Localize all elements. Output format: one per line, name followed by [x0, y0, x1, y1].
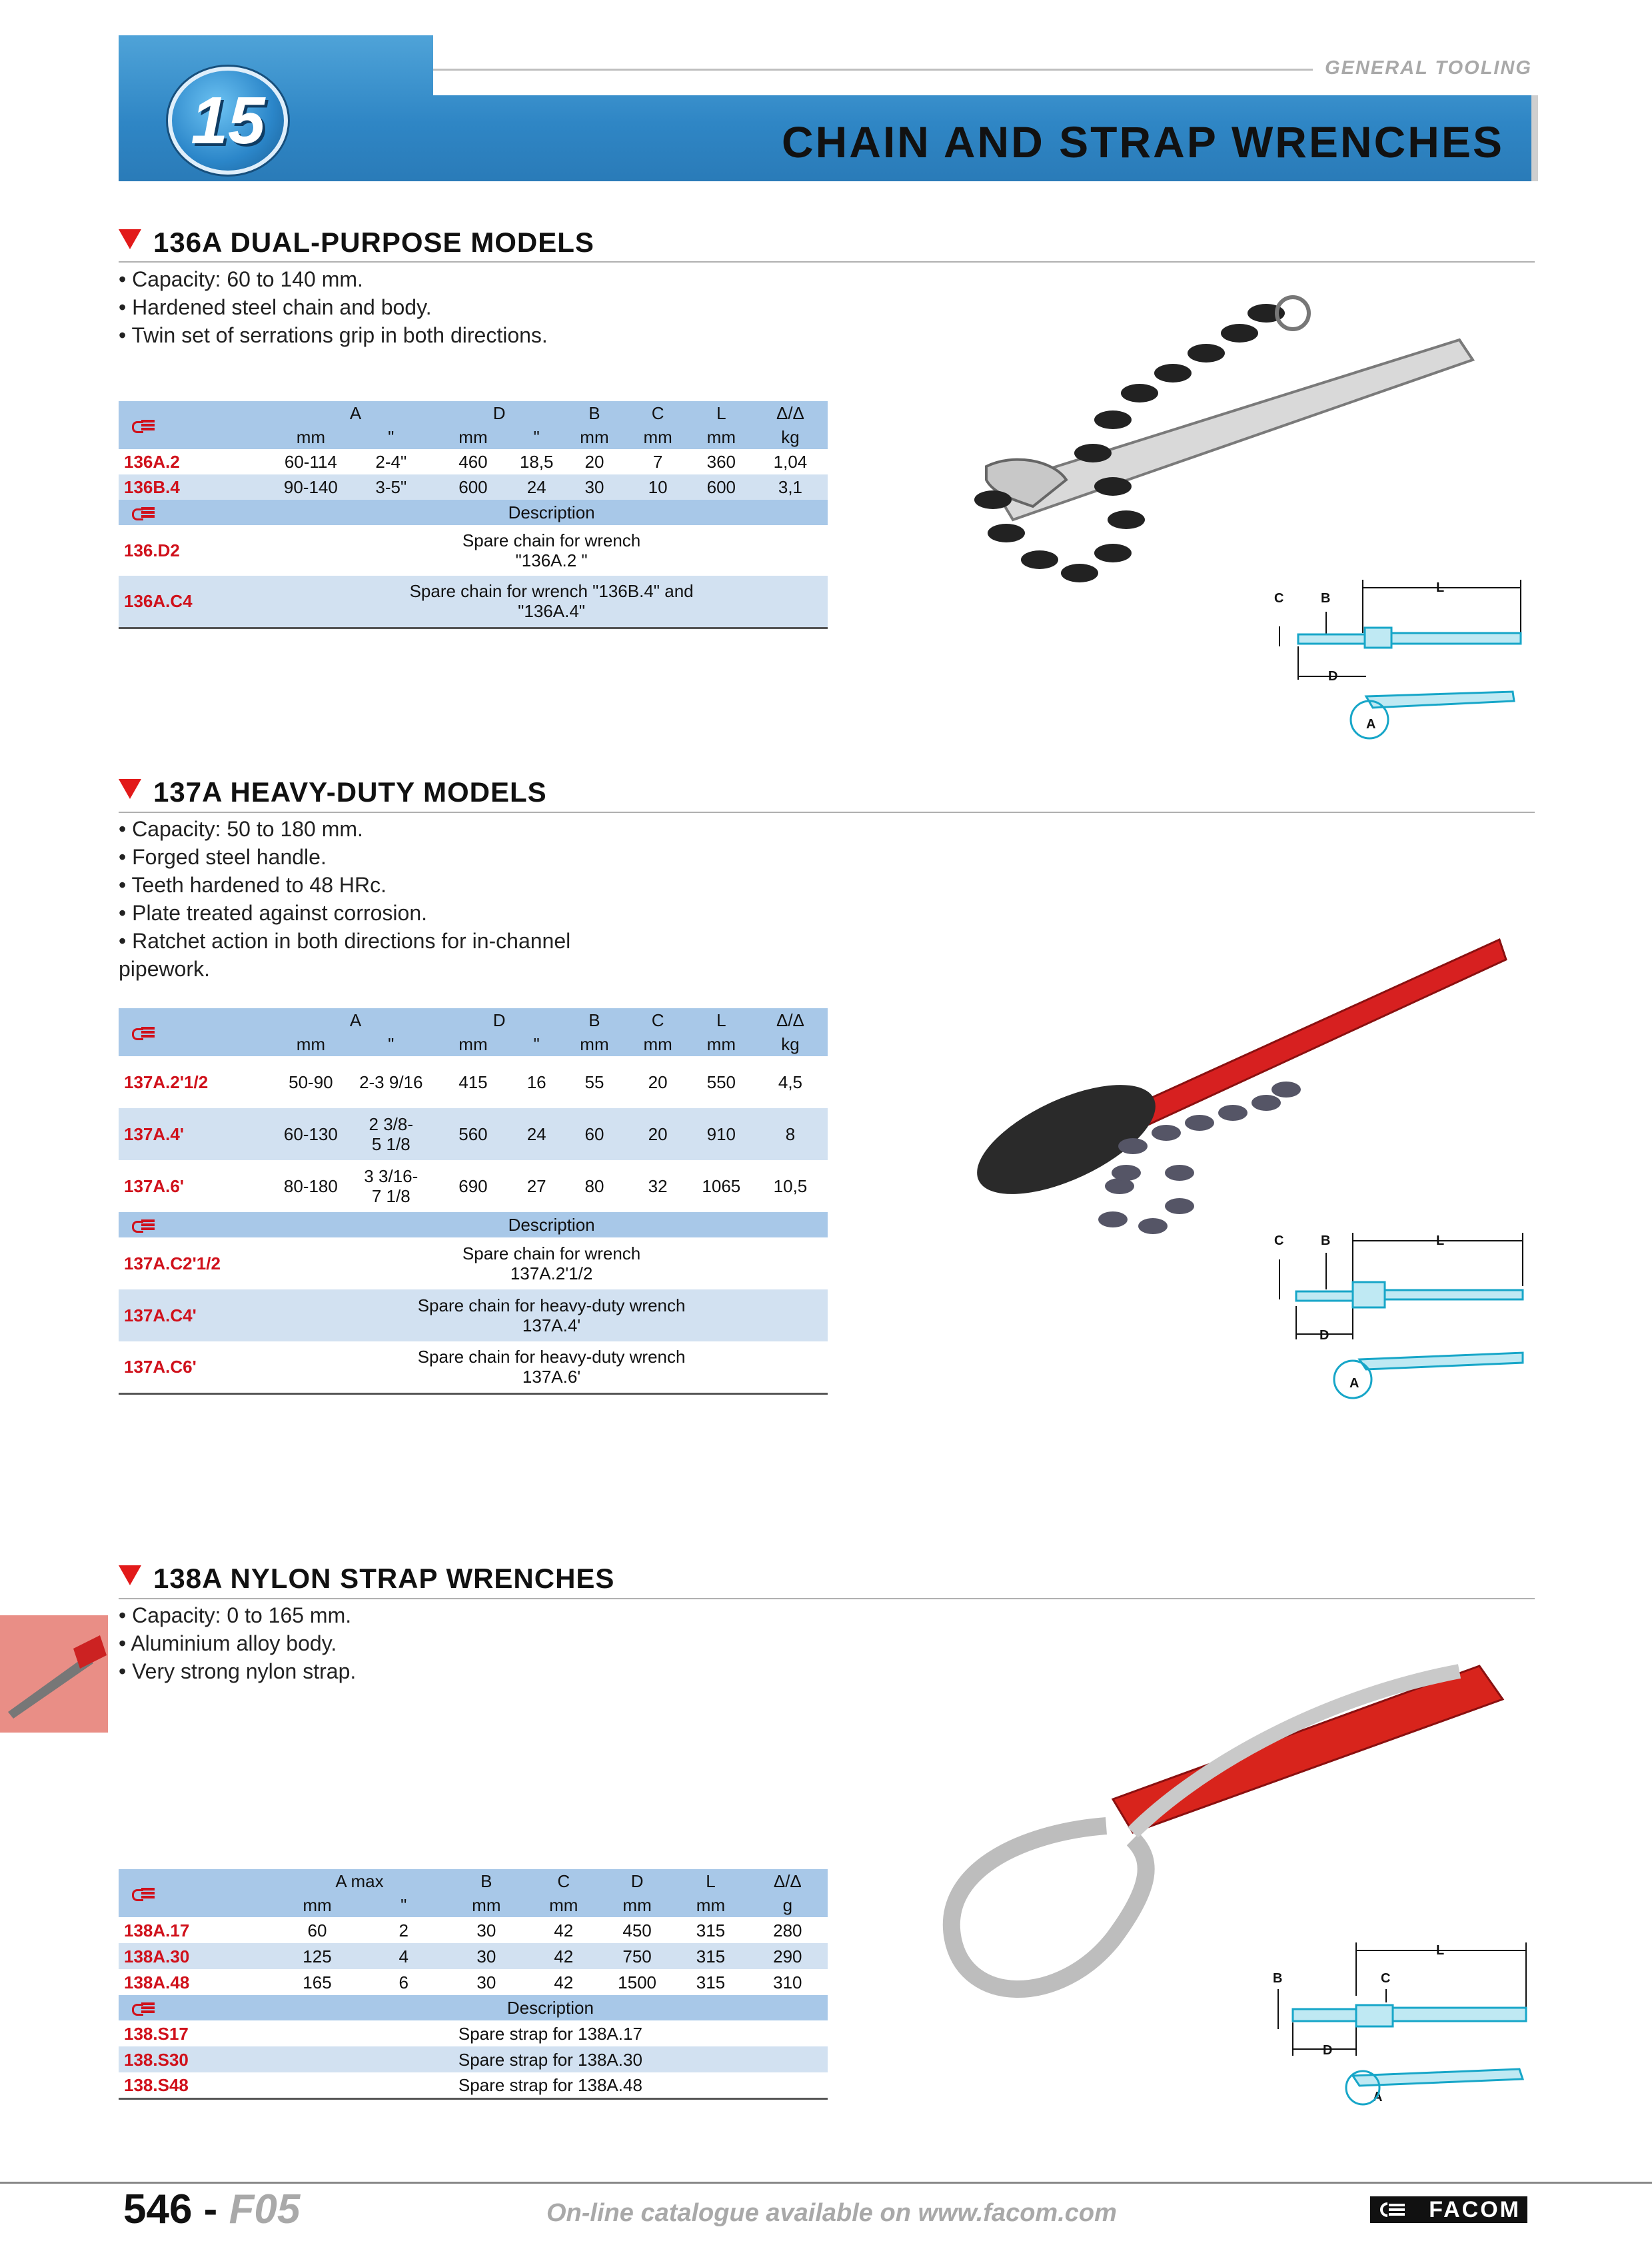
dim-label-d: D	[1328, 669, 1338, 684]
bullet-item: • Capacity: 60 to 140 mm.	[119, 267, 363, 291]
bullet-item: • Aluminium alloy body.	[119, 1631, 337, 1655]
table-row: 136A.C4 Spare chain for wrench "136B.4" and "136A.4"	[119, 576, 828, 628]
table-row: 136B.4 90-140 3-5" 600 24 30 10 600 3,1	[119, 474, 828, 500]
bullet-list-136a	[119, 265, 548, 349]
wrench-handle	[993, 340, 1473, 520]
table-row: 136A.2 60-114 2-4" 460 18,5 20 7 360 1,04	[124, 452, 808, 472]
bullet-item: • Capacity: 0 to 165 mm.	[119, 1603, 352, 1627]
side-tab	[0, 1615, 108, 1733]
bullet-list-138a	[119, 1601, 356, 1685]
dimension-diagram-136a	[1266, 580, 1533, 760]
spec-table-137a: A D B C L Δ/Δ mm " mm " mm mm mm kg 137A.2'1/2 50-90 2-3 9/16 415 16 55 20 550 4,5 137A.4' 60-130 2 3/8- 5 1/8 560 24 60 20 910 8 137A.6' 80-180 3 3/16- 7 1/8 690 27 80 32 1065 10,5 Description 137A.C2'1/2 Spare chain for wrench 137A.2'1/2 137A.C4' Spare chain for heavy-duty wrench 137A.4' 137A.C6' Spare chain for heavy-duty wrench 137A.6'	[119, 1008, 828, 1395]
facom-ref-icon	[132, 1219, 156, 1231]
section-rule	[119, 261, 1535, 263]
header-shadow	[1531, 95, 1538, 181]
header-rule	[433, 69, 1313, 71]
facom-ref-icon	[132, 2002, 156, 2014]
dim-label-l: L	[1436, 1233, 1445, 1248]
dim-label-a: A	[1366, 717, 1376, 732]
spec-table-138a: A max B C D L Δ/Δ mm " mm mm mm mm g 138A.17 60 2 30 42 450 315 280 138A.30 125 4 30 42 750 315 290 138A.48 165 6 30 42 1500 315 310 Description 138.S17 Spare strap for 138A.17 138.S30 Spare strap for 138A.30 138.S48 Spare strap for 138A.48	[119, 1869, 828, 2100]
heavy-duty-wrench-illustration	[913, 933, 1513, 1239]
table-row: 137A.C2'1/2 Spare chain for wrench 137A.2'1/2	[124, 1243, 641, 1283]
bullet-item: • Very strong nylon strap.	[119, 1659, 357, 1683]
table-row: 137A.2'1/2 50-90 2-3 9/16 415 16 55 20 550 4,5	[124, 1072, 803, 1092]
dimension-diagram-137a	[1266, 1233, 1533, 1406]
chapter-number: 15	[191, 83, 265, 158]
section-rule	[119, 812, 1535, 813]
dim-label-c: C	[1274, 591, 1284, 606]
table-row: 137A.6' 80-180 3 3/16- 7 1/8 690 27 80 32 1065 10,5	[124, 1166, 808, 1206]
pipe-wrench-thumbnail-icon	[0, 1615, 108, 1733]
bullet-item: • Hardened steel chain and body.	[119, 295, 432, 319]
bullet-item: • Capacity: 50 to 180 mm.	[119, 817, 363, 841]
dim-label-b: B	[1321, 591, 1331, 606]
spec-table-136a: A D B C L Δ/Δ mm " mm " mm mm mm kg 136A.2 60-114 2-4" 460 18,5 20 7 360 1,04 136B.4 90-140 3-5" 600 24 30 10 600 3,1 Description 136.D2 Spare chain for wrench "136A.2 " 136A.C4 Spare chain for wrench "136B.4" and "136A.4"	[119, 401, 828, 629]
table-row: 138.S30 Spare strap for 138A.30	[119, 2046, 828, 2072]
table-row: 137A.C6' Spare chain for heavy-duty wrench 137A.6'	[119, 1341, 828, 1393]
table-row: 138.S48 Spare strap for 138A.48	[119, 2072, 828, 2098]
dim-label-l: L	[1436, 580, 1445, 595]
bullet-item: • Plate treated against corrosion.	[119, 901, 428, 925]
facom-ref-icon	[132, 506, 156, 518]
bullet-item: • Twin set of serrations grip in both directions.	[119, 323, 548, 347]
dim-label-a: A	[1373, 2090, 1383, 2104]
table-row: 138.S17 Spare strap for 138A.17	[124, 2023, 642, 2044]
dim-label-c: C	[1381, 1971, 1391, 1986]
bullet-item: pipework.	[119, 957, 210, 981]
triangle-icon	[119, 229, 141, 249]
bullet-item: • Teeth hardened to 48 HRc.	[119, 873, 387, 897]
dimension-diagram-138a	[1253, 1942, 1533, 2116]
table-row: 138A.17 60 2 30 42 450 315 280	[124, 1920, 802, 1940]
bullet-list-137a	[119, 815, 570, 983]
table-row: 138A.48 165 6 30 42 1500 315 310	[124, 1972, 802, 1992]
page-number: 546 - F05	[123, 2186, 301, 2232]
facom-logo-icon	[1377, 2202, 1406, 2218]
dim-label-d: D	[1319, 1328, 1329, 1343]
dim-label-c: C	[1274, 1233, 1284, 1248]
table-row: 138A.30 125 4 30 42 750 315 290	[119, 1943, 828, 1969]
page-title: CHAIN AND STRAP WRENCHES	[781, 117, 1504, 167]
table-row: 137A.C4' Spare chain for heavy-duty wrench 137A.4'	[119, 1289, 828, 1341]
facom-ref-icon	[132, 1026, 156, 1038]
table-row: 137A.4' 60-130 2 3/8- 5 1/8 560 24 60 20 910 8	[119, 1108, 828, 1160]
dim-label-a: A	[1349, 1376, 1359, 1391]
footer-online-link[interactable]: On-line catalogue available on www.facom.com	[546, 2199, 1117, 2227]
dim-label-b: B	[1273, 1971, 1283, 1986]
footer-rule	[0, 2182, 1652, 2184]
section-title-136a: 136A DUAL-PURPOSE MODELS	[119, 227, 594, 259]
bullet-item: • Forged steel handle.	[119, 845, 327, 869]
facom-logo: FACOM	[1370, 2196, 1527, 2223]
header-category: GENERAL TOOLING	[1325, 57, 1532, 79]
triangle-icon	[119, 1565, 141, 1585]
bullet-item: • Ratchet action in both directions for in-channel	[119, 929, 571, 953]
facom-ref-icon	[132, 1887, 156, 1899]
nylon-strap-loop	[952, 1826, 1146, 1989]
chapter-badge	[168, 67, 288, 175]
facom-ref-icon	[132, 419, 156, 431]
section-title-138a: 138A NYLON STRAP WRENCHES	[119, 1563, 614, 1595]
dim-label-b: B	[1321, 1233, 1331, 1248]
triangle-icon	[119, 779, 141, 799]
section-title-137a: 137A HEAVY-DUTY MODELS	[119, 776, 547, 808]
table-row: 136.D2 Spare chain for wrench "136A.2 "	[124, 530, 641, 570]
dim-label-d: D	[1323, 2043, 1333, 2058]
dim-label-l: L	[1436, 1943, 1445, 1958]
chain-wrench-illustration	[913, 287, 1486, 600]
section-rule	[119, 1598, 1535, 1599]
